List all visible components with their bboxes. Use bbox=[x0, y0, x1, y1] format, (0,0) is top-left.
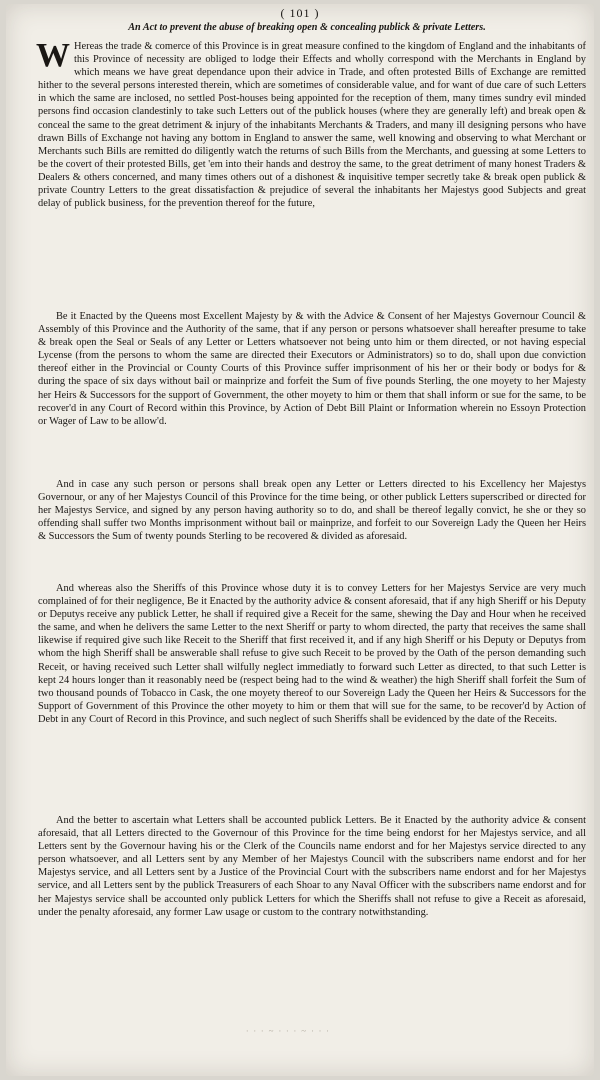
paragraph-preamble bbox=[36, 37, 586, 210]
faded-footer-mark: · · · ~ · · · ~ · · · bbox=[246, 1026, 330, 1036]
paragraph-text: Hereas the trade & comerce of this Province is in great measure confined to the kingdom of England and the inhabitants of this Province of necessity are obliged to lodge their Effects and wholly correspond with the Merchants in England by which means we have great dependance upon their advice in Trade, and often protested Bills of Exchange are remitted hither to the several persons interested therein, which are sometimes of considerable value, and for want of due care of such Letters in which the same are inclosed, no settled Post-houses being appointed for the reception of them, many times sundry evil minded persons find occasion clandestinly to take such Letters out of the publick houses (where they are generally left) and break open & conceal the same to the great detriment & injury of the inhabitants Merchants & Traders, and many ill designing persons who have drawn Bills of Exchange not having any bottom in England to answer the same, well knowing and observing to what Merchant or Merchants such Bills are remitted do diligently watch the returns of such Bills from the Merchants, and guessing at some Letters to be the covert of their protested Bills, get 'em into their hands and destroy the same, to the great detriment of many honest Traders & Dealers & others concerned, and many times others out of a dishonest & inquisitive temper secretly take & break open publick & private Country Letters to the great dissatisfaction & prejudice of several the inhabitants her Majestys good Subjects and great delay of publick business, for the prevention thereof for the future, bbox=[38, 41, 586, 210]
act-title: An Act to prevent the abuse of breaking open & concealing publick & private Letters. bbox=[128, 22, 486, 33]
paragraph-publick-letters: And the better to ascertain what Letters shall be accounted publick Letters. Be it Enacted by the authority advice & consent aforesaid, that all Letters directed to the Governour of this Province for the time being endorst for her Majestys service, and all Letters sent by the Governour having his or the Clerk of the Councils name endorst and for her Majestys service directed to any person whatsoever, and all Letters sent by any Member of her Majestys Council with the subscribers name endorst and for her Majestys service, and all Letters sent by a Justice of the Provincial Court with the subscribers name endorst and for her Majestys service, and all Letters sent by the publick Treasurers of each Shoar to any Naval Officer with the subscribers name endorst and for her Majestys service shall be accounted only publick Letters for which the Sheriffs shall not refuse to give a Receit as aforesaid, under the penalty aforesaid, any former Law usage or custom to the contrary notwithstanding. bbox=[38, 815, 586, 918]
document-page bbox=[6, 4, 594, 1076]
paragraph-governour-letters: And in case any such person or persons shall break open any Letter or Letters directed to his Excellency her Majestys Governour, or any of her Majestys Council of this Province for the time being, or other publick Letters superscribed or directed for her Majestys Service, and signed by any person having authority so to do, and shall be thereof legally convict, he she or they so offending shall suffer two Months imprisonment without bail or mainprize, and forfeit to our Sovereign Lady the Queen her Heirs & Successors the Sum of twenty pounds Sterling to be recovered & divided as aforesaid. bbox=[38, 479, 586, 543]
drop-cap: W bbox=[36, 37, 70, 74]
page-number: ( 101 ) bbox=[280, 6, 320, 20]
paragraph-enactment: Be it Enacted by the Queens most Excellent Majesty by & with the Advice & Consent of her Majestys Governour Council & Assembly of this Province and the Authority of the same, that if any person or persons whatsoever shall hereafter presume to take & break open the Seal or Seals of any Letter or Letters whatsoever not being unto him or them directed, or not having especial Lycense (from the persons to whom the same are directed their Executors or Administrators) so to do, shall upon due conviction thereof either in the Provincial or County Courts of this Province suffer imprisonment of his her or their body or bodys for & during the space of six days without bail or mainprize and forfeit the Sum of five pounds Sterling, the one moyety to her Majesty her Heirs & Successors for the support of Government, the other moyety to him or them that shall inform or sue for the same, to be recover'd in any Court of Record within this Province, by Action of Debt Bill Plaint or Information wherein no Essoyn Protection or Wager of Law to be allow'd. bbox=[38, 311, 586, 427]
paragraph-sheriffs: And whereas also the Sheriffs of this Province whose duty it is to convey Letters for her Majestys Service are very much complained of for their negligence, Be it Enacted by the authority advice & consent aforesaid, that if any high Sheriff or his Deputy or Deputys receive any publick Letter, he shall if required give a Receit for the same, shewing the Day and Hour when he received the same, and when he delivers the same Letter to the next Sheriff or party to whom directed, the party that receives the same shall likewise if required give such like Receit to the Sheriff that first received it, and if any high Sheriff or his Deputy or Deputys from whom the high Sheriff shall be answerable shall refuse to give such Receit to be proved by the Oath of the person demanding such Receit, or having received such Letter shall wilfully neglect immediatly to forward such Letter as directed, to that such Letter is kept 24 hours longer than it reasonably need be (respect being had to the wind & weather) the high Sheriff shall forfeit the Sum of two thousand pounds of Tobacco in Cask, the one moyety thereof to our Sovereign Lady the Queen her Heirs & Successors for the Support of Government of this Province the other moyety to him or them that will sue for the same, to be recover'd by Action of Debt in any Court of Record in this Province, and such neglect of such Sheriffs shall be evidenced by the date of the Receits. bbox=[38, 583, 586, 725]
